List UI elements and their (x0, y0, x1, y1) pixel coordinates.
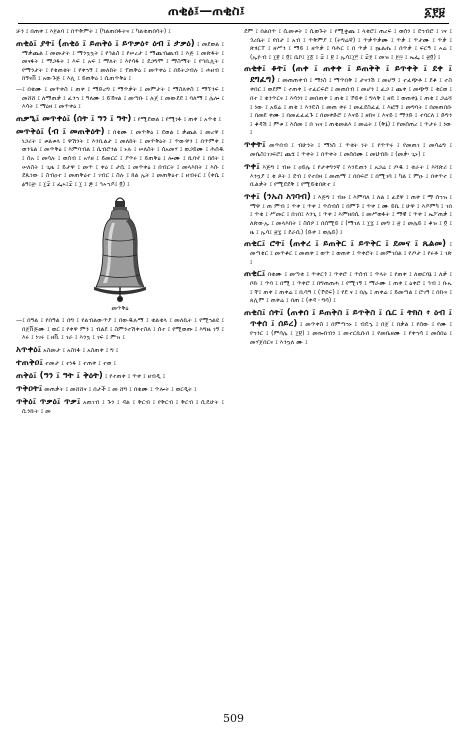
entry-definition: መጥበብ ፤ ብሁንት ፤ ማነስ ፤ ጥቂት ነት ፤ የጥጥሩ ፤ የመጠገ ፤ መሳሬግ ፤ መቤስ፤ገገፍሮ፤ ጨሄ ፤ ጥቀት ፤ በጥቀት ፤ መሰበሙ ፤ መህብኩ ፤ (መቃ፡ ጊኑ) ፤ (250, 141, 452, 158)
entry-headword: ጠቂር፤ ሮት፤ (ጠቀረ ፤ ይጠቅር ፤ ይጥቅር ፤ ደመና ፤ ጼልመ) (244, 239, 447, 250)
dictionary-entry (244, 308, 452, 347)
entry-headword: ጥቀ፤ (ንኡስ አገባብ) (244, 191, 311, 202)
dictionary-entry (16, 358, 224, 369)
entry-headword: ጠቅዕ፤ (ዓን ፤ ዓት ፤ ቅዕት) (16, 370, 103, 381)
entry-definition: ፤ መጠጠቀብ ፤ ማነስ ፤ ማጥበቅ ፤ ታናንሽ ፤ መሆኝ ፤ ተፈጭቶ ፤ ደቆ ፤ ተስ ቀበር ፤ ወደም ፤ ተጠቀ ፤ ተፈርፍሮ ፤ መጠበብ ፤ መሆን ፤ ፈጋ ፤ ጨቀ ፤ መጭኝ ፤ ቂርወ ፤ በተ ፤ ቁንጥርና ፤ እሳንነ ፤ መበጠቀ ፤ ጠቂ ፤ ኾይቀ ፤ ግላቅ ፤ ዘዴ ፤ ወጠቀኔ ፤ ጠቂ ፤ ጋሬሻ ፤ ነው ፤ አይሬ ፤ ጠቂ ፤ እንዴስ ፤ መጠ ቀሩ ፤ መፈደስፈፈ ፤ እፎኝ ፤ መግባት ፤ በመጠበቡ ፤ በመደ ቀሙ ፤ በመፈፈፈጉ ፤ በመቀድሮ ፤ እናይ ፤ ዘክና ፤ እናይ ፤ ማንድ ፤ ተባርለ ፤ ድግን ፤ ቆዳሽ ፤ ምቱ ፤ እሰመ ፤ በ ዝና ፤ ጠቁመልእ ፤ መሬት ፤ (ቅኔ) ፤ የመሰጠረ ፤ ጥታሩ ፤ ነው ፤ (250, 77, 452, 137)
entry-definition: ደም ፤ በልበጥ ፤ ሲመቱት ፤ ሲወጉት ፤ የሚቋጨ ፤ ላቂሮ፤ ጠረፍ ፤ ወሰን ፤ ደኀብሮ ፤ ገና ፤ ጎረቤት ፤ የበታ ፤ አብ ፤ ጥቅምያ ፤ (ትግሬኛ) ፤ ጥቃጥቃሙ ፤ ጥቃ ፤ ጥታሙ ፤ ጥቃ ፤ ጽፃርፐ ፤ ዘሥን ፤ ማይ ፤ ዘጥቃ ፤ ባሕር ፤ በ ጥቃ ፤ ኲልሔ ፤ በጥቃ ፤ ፍርዓ ፤ ኣሬ ፤ (ኢዮብ ፤ ፲፱ ፤ ፬፤ ሴኮ፤ ፲፩ ፤ ፰ ፤ ፱ ፤ ኢሳ፤፲፫ ፤ ፰፻ ፤ መዝ ፤ ፻፵ ፤ ኤፌ ፤ ፳፬) ፤ (244, 28, 452, 61)
entry-headword: ጥቀ፤ (244, 161, 260, 172)
dictionary-entry (16, 397, 224, 417)
entry-definition: —፤ በዓል ፤ የበዓል ፤ በግ ፤ የልብልውጥያ ፤ በውዱሉማ ፤ ቁልቁላ ፤ መለኪት ፤ የሚኀልዩ ፤ በጀቨጅሙ ፤ ወር ፤ የቀዋ ምን ፤ ብልደ ፤ ስምንተሽቀተስለ ፤ ሰተ ፤ የሚወጡ ፤ እግዜ ገኝ ፤ እሩ ፤ ነገሩ ፤ ዘቪ ፤ ገራ ፤ እንኳ ፤ ገፍ ፤ ምዝ ፤ (16, 316, 224, 342)
entry-definition: ፤ መጥቀስ ፤ በምጣኀኑ ፤ ብዴኁ ፤ በጀ ፤ በቃል ፤ የሰው ፤ የሙ ፤ የኀንር ፤ (ምሳሌ ፤ ፲፱) ፤ መኰክብን ፤ መተርኪቡበ ፤ የመቤዘሙ ፤ የቀኀሳ ፤ መሰበዕ ፤ መሃጀበርና ፤ እንኳለ ሙ ፤ (250, 321, 452, 346)
entry-definition: ፤ የተጠቀ ፤ ጥቀ ፤ ዘብዲ ፤ (104, 372, 166, 380)
left-entries-after (16, 317, 224, 416)
dictionary-entry (16, 39, 224, 84)
entry-headword: ጠቂቀ፤ ቆት፤ (ጠቀ ፤ ጠቀቀ ፤ ይጠቅቅ ፤ ይጥቀቅ ፤ ደቀ ፤ ደግፈግ) (244, 64, 452, 86)
bell-illustration (90, 195, 150, 303)
entry-definition: ተመታ ፤ ተነፋ ፤ ተጠቀ ፤ ተወ ፤ (44, 359, 116, 367)
dictionary-entry (244, 162, 452, 190)
page-label-geez: ፩፻፱ (424, 5, 445, 19)
right-entries (244, 28, 452, 347)
entry-definition: በቁሙ ፤ መጣቂ ፤ ጥቀርጎ ፤ ጥቀሮ ፤ ጥሰብ ፤ ጥላት ፤ የጠቀ ፤ ለወርባኔ ፤ ለቃ ፤ ቦኩ ፤ ጥባ ፤ በሚ ፤ ጥቀሮ ፤ በግጠጠሐ ፤ የሚገኝ ፤ ማራሙ ፤ ጠቀ ፤ ዕቀሮ ፤ ኅብ ፤ ቡኡ ፤ ቸ፤ ጠቀ ፤ ጠቀሬ ፤ ቢሳዓ ፤ (ኾደፍ) ፤ የደ ና ፤ በሌ ፤ ጠቀሬ ፤ ይመጣል ፤ ሮገዓ ፤ በኩና ፤ ጰሊም ፤ ጠቀሬ ፤ በጠ ፤ (ቀዳ ፡ ግሳ) ፤ (250, 271, 452, 305)
entry-definition: —፤ በቁሙ ፤ መጥቀስ ፤ ጠቀ ፤ ማድረግ ፤ ማጥቃት ፤ መምታት ፤ ማስለቀስ ፤ ማኘንፍ ፤ መሸሸ ፤ ለማጠቃ ፤ ፈንኀ ፤ ዓለሙ ፤ ይኸናል ፤ መጣቡ ፤ ሉጀ ፤ መውደደ ፤ ባለማ ፤ ሌሎ ፤ እሳት ፤ ማዕዛ ፤ መጥቀዕ ፤ (16, 85, 224, 111)
entry-headword: ጥቀት፤ (244, 139, 266, 150)
entry-definition: ፤ እጅግ ፤ ብዙ ፤ እምባለ ፤ ለል ፤ ፈደዋ ፤ ጠቀ ፤ ማ ሰኀዝ ፤ ማዋ ፤ ጠ ምብ ፤ ጥቀ ፤ ጥቀ ፤ ጥሰብሰ ፤ በምኙ ፤ ጥቀ ፤ ሙ ይኪ ፤ ሁዋ ፤ እዶምካ ፤ ገበ ፤ ጥቁ ፤ ሥመር ፤ በገበ፤ እንጊ ፤ ጥቀ ፤ እምዘበሲ ፤ መሥወፋት ፤ ማዊ ፤ ጥቀ ፤ ኤፖጠቃ ፤ ለጽውኢ ፤ መላእክት ፤ ስሰዖ ፤ በሰሚይ ፤ (ማገለ ፤ ፲፯ ፤ መግ ፤ ፳ ፤ መሌይ ፤ ቆዝ ፤ ፬ ፤ ዜ ፤ ኢሳ፤ ፳፯ ፤ ደራሲ) (ድቀ ፤ ወሌይ) ፤ (250, 193, 452, 236)
entry-definition: ፤ በቁሙ ፤ መጥቅዕ ፤ ደወል ፤ ቃጨል ፤ መረዋ ፤ ነጋሪት ፤ ቱልቱላ ፤ ዋሽንት ፤ እንቢልታ ፤ መለከት ፤ መጥቅዕት ፤ ጥውዋን ፤ በጥምቀ ፤ ወንጌል ፤ መጥቅዕ ፤ እምባብል ፤ ሴብሮንል ፤ ኑሉ ፤ ሠለስት ፤ ሰአመሃ ፤ ወጋይሙ ፤ ሕሰዱ ፤ ሰአ ፤ መሳሉ ፤ ወሰብ ፤ አሃዘ ፤ ይመርር ፤ ያጥሩ ፤ ይጠቅዕ ፤ ሎሙ ፤ ኪባኖ ፤ በሰት ፤ ሠለስት ፤ ጊዜ ፤ ይታዋ ፤ መጥ ፤ ቀዕ ፤ ታሲ ፤ መጥቀዕ ፤ በብርት ፤ መላእክት ፤ እሱ ፤ ደጺነው ፤ ስብዐተ ፤ መጠቅዕተ ፤ ገብር ፤ ስሉ ፤ ክል ኢት ፤ መጠቅዕተ ፤ ዘብሩር ፤ (ቀሴ ፤ ፅዓ፤፳፡ ፤ ፲፰ ፤ ፌኣ፤፰ ፤ ፲ ፤ ፷ ፤ ኅኣኀዶ፤ ፬) ፤ (22, 128, 224, 188)
dictionary-entry (244, 239, 452, 267)
running-header (18, 4, 449, 24)
entry-headword: ጠቃዒ፤ መጥቀዕ፤ (ሰት ፤ ዓን ፤ ዓት) (16, 113, 132, 124)
entry-headword: ጥቅዕ፤ ጥቃዕ፤ ጥቃ፤ (16, 396, 81, 407)
entry-definition: አጠገብ ፤ ጉን ፤ ዳል ፤ ቅርብ ፤ የቅርብ ፤ ቅርብ ፤ ሲዴሁት ፤ ሲንኩት ፤ መ (22, 398, 224, 415)
entry-definition: አስመታ ፤ አስነፋ ፤ አስጠቀ ፤ ግ ፤ (43, 346, 119, 354)
dictionary-entry (16, 371, 224, 382)
entry-definition: መጠቃት ፤ መሸሸና ፤ በታች ፤ መ ሸግ ፤ በቁሙ ፤ ጥሎት ፤ ወርዲት ፤ (44, 385, 197, 393)
right-column (244, 28, 452, 703)
entry-headword: ጠቂር፤ (244, 269, 266, 280)
dictionary-entry (16, 127, 224, 190)
header-rule (18, 23, 449, 24)
entry-definition: ቻን ፤ በጠቀ ፤ እ፻ልባ ፤ በጥቅምት ፤ (ካልጠበፋትና ፤ ካልቂጠበሳት) ፤ (16, 28, 171, 35)
entry-definition: እጅግ ፤ ብዙ ፤ ዐይሌ ፤ የታቀግንኛ ፤ እንዴጠን ፤ አጋሬ ፤ ጦዱ ፤ ቂራት ፤ እሻጽሪ ፤ እንኳያ ፤ ቂ ጾት ፤ ደብ ፤ የተበዛ ፤ መጠማ ፤ በበፍሮ ፤ በሚገባ ፤ ካል ፤ ምዑ ፤ በቀጥተ ፤ ቢልቃት ፤ የሚደደቅ ፤ የሚይቁበጽተ ፤ (250, 163, 452, 189)
dictionary-entry (16, 114, 224, 125)
entry-headword: መጥቅዕ፤ (ብ ፤ መጠቅዕት) (16, 126, 105, 137)
running-title: ጠቂፅ፤—ጠቂስ፤ (168, 4, 245, 19)
left-entries (16, 28, 224, 189)
dictionary-entry (244, 269, 452, 306)
entry-headword: ጠቂዕ፤ ያት፤ (ጠቂዕ ፤ ይጠቅዕ ፤ ይጥቃዕ፥ ዕብ ፤ ታቃዕ) (16, 38, 195, 49)
dictionary-entry (16, 86, 224, 112)
bell-caption: መጥቅዕ (111, 305, 129, 313)
entry-definition: ፤ መጣቂር ፤ መጥቆር ፤ መጠቀ ፤ ወጥ ፤ ወጠቀ ፤ ጥቀሮት ፤ መምገበል ፤ የጦታ ፤ የሩቶ ፤ ገጽ ፤ (250, 241, 452, 266)
dictionary-entry (244, 192, 452, 237)
left-column (16, 28, 224, 703)
dictionary-entry (16, 345, 224, 356)
dictionary-entry (244, 64, 452, 138)
dictionary-entry (16, 317, 224, 343)
dictionary-entry (244, 28, 452, 62)
page-number: 509 (223, 712, 244, 725)
entry-definition: ፤ መደወል ፤ ማቃጨል ፤ መመታት ፤ ማንኳኳት ፤ የኅልስ ፤ የሠረታ ፤ ማጨብጨብ ፤ እጅ ፤ መጽፋት ፤ መናፋት ፤ ማጋፋት ፤ እፍ ፤ አፍ ፤ ማለት ፤ እየሳፋ ፤ ደጋግሞ ፤ ማስማት ፤ የኅቢሊት ፤ የማንታት ፤ የቂጠቂት ፤ የቀኀኝ ፤ መለከት ፤ ፕጠቅዕ ፤ መጥቀዕ ፤ በይትጋብሉ ፤ ሐዘብ ፤ ክኝናቨ ፤ አውጉጅ ፤ እሊ ፤ ይጠቅዕ ፤ ሲጠጥቅዕ ፤ (22, 40, 224, 83)
entry-headword: ጠቂስ፤ ሰት፤ (ጠቀሰ ፤ ይጠቅስ ፤ ይጥቅስ ፤ ሴር ፤ ትክስ ፥ ዕብ ፤ ጥቀሰ ፤ ሰይረ) (244, 308, 452, 330)
entry-definition: ፤ የሚደወል ፤ የሚነፋ ፤ ጠቀ ፤ አጥቂ ፤ (133, 115, 222, 123)
entry-headword: ተጠቅዐ፤ (16, 357, 43, 368)
dictionary-entry (244, 140, 452, 160)
entry-headword: ጥቅዐት፤ (16, 383, 43, 394)
dictionary-entry (16, 28, 224, 37)
entry-headword: አጥቀዕ፤ (16, 344, 42, 355)
dictionary-entry (16, 384, 224, 395)
